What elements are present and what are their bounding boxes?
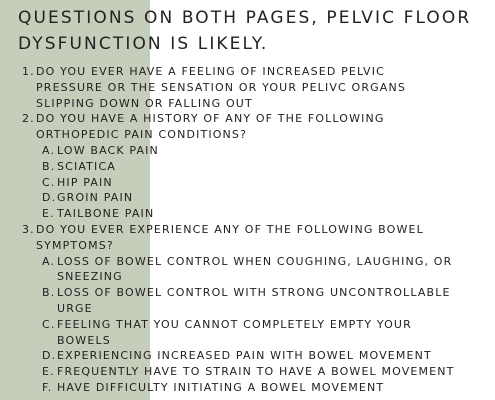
sub-item xyxy=(22,380,492,396)
sub-item xyxy=(22,143,492,159)
sub-item xyxy=(22,364,492,380)
question-text-continued: SYMPTOMS? xyxy=(36,238,114,252)
question-text: DO YOU EVER EXPERIENCE ANY OF THE FOLLOWING BOWEL xyxy=(36,222,424,236)
sub-item-text: LOW BACK PAIN xyxy=(57,143,159,157)
sub-item xyxy=(22,206,492,222)
sub-item xyxy=(22,285,492,301)
sub-item-text: HAVE DIFFICULTY INITIATING A BOWEL MOVEMENT xyxy=(57,380,385,394)
sub-item-text-continued: SNEEZING xyxy=(57,270,123,284)
sub-item-letter: A. xyxy=(42,143,56,157)
sub-item-letter: D. xyxy=(42,191,57,205)
sub-item xyxy=(22,159,492,175)
sub-item-text-continued: BOWELS xyxy=(57,333,111,347)
sub-item xyxy=(22,190,492,206)
sub-item-text: EXPERIENCING INCREASED PAIN WITH BOWEL MOVEMENT xyxy=(57,349,432,363)
question-1 xyxy=(22,64,492,80)
intro-line-1: QUESTIONS ON BOTH PAGES, PELVIC FLOOR xyxy=(18,8,472,28)
sub-item xyxy=(22,254,492,270)
question-text-continued: SLIPPING DOWN OR FALLING OUT xyxy=(36,96,253,110)
question-text: DO YOU HAVE A HISTORY OF ANY OF THE FOLLOWING xyxy=(36,112,385,126)
sub-item-letter: A. xyxy=(42,254,56,268)
sub-item xyxy=(22,175,492,191)
sub-item-text: GROIN PAIN xyxy=(57,191,134,205)
sub-item-letter: C. xyxy=(42,175,56,189)
sub-item-text: FEELING THAT YOU CANNOT COMPLETELY EMPTY YOUR xyxy=(57,317,412,331)
question-number: 1. xyxy=(22,65,35,78)
question-text-continued: ORTHOPEDIC PAIN CONDITIONS? xyxy=(36,128,248,142)
question-3 xyxy=(22,222,492,238)
question-number: 3. xyxy=(22,222,35,236)
sub-item-text: SCIATICA xyxy=(57,159,116,173)
sub-item-letter: D. xyxy=(42,349,57,363)
sub-item xyxy=(22,317,492,333)
sub-item-letter: C. xyxy=(42,317,56,331)
sub-item-letter: E. xyxy=(42,207,55,221)
intro-line-2: DYSFUNCTION IS LIKELY. xyxy=(18,34,269,54)
sub-item-text: TAILBONE PAIN xyxy=(57,207,155,221)
questions-list xyxy=(22,64,492,396)
sub-item-letter: F. xyxy=(42,380,53,394)
sub-item-text-continued: URGE xyxy=(57,301,93,315)
question-text-continued: PRESSURE OR THE SENSATION OR YOUR PELIVC ORGANS xyxy=(36,80,406,94)
question-number: 2. xyxy=(22,112,35,126)
intro-heading xyxy=(18,5,488,57)
sub-item-text: LOSS OF BOWEL CONTROL WITH STRONG UNCONTROLLABLE xyxy=(57,286,451,300)
sub-item-text: HIP PAIN xyxy=(57,175,113,189)
sub-item xyxy=(22,348,492,364)
sub-item-text: LOSS OF BOWEL CONTROL WHEN COUGHING, LAUGHING, OR xyxy=(57,254,453,268)
sub-item-letter: E. xyxy=(42,365,55,379)
question-2 xyxy=(22,111,492,127)
question-text: DO YOU EVER HAVE A FEELING OF INCREASED PELVIC xyxy=(36,65,385,78)
sub-item-letter: B. xyxy=(42,159,56,173)
sub-item-letter: B. xyxy=(42,286,56,300)
sub-item-text: FREQUENTLY HAVE TO STRAIN TO HAVE A BOWEL MOVEMENT xyxy=(57,365,455,379)
